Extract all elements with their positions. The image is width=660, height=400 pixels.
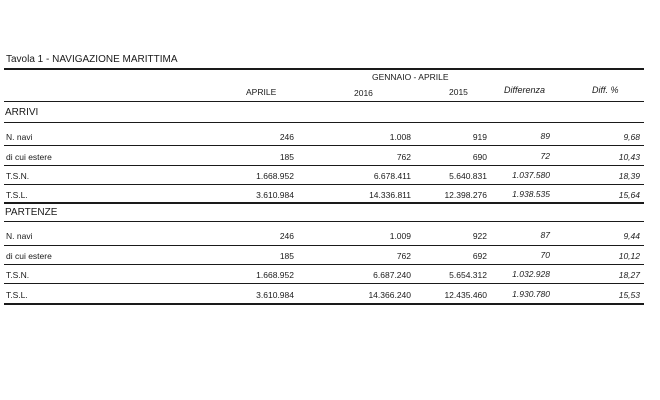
header-diff-pct: Diff. % xyxy=(592,85,619,95)
table-end-rule xyxy=(4,303,644,305)
row-rule xyxy=(4,264,644,265)
section-rule xyxy=(4,122,644,123)
row-rule xyxy=(4,283,644,284)
table-title: Tavola 1 - NAVIGAZIONE MARITTIMA xyxy=(6,54,178,65)
section-end-rule xyxy=(4,202,644,204)
header-differenza: Differenza xyxy=(504,85,546,95)
row-rule xyxy=(4,165,644,166)
header-2016: 2016 xyxy=(354,88,373,98)
header-rule xyxy=(4,101,644,102)
row-rule xyxy=(4,145,644,146)
section-rule xyxy=(4,221,644,222)
section-arrivi: ARRIVI xyxy=(5,107,39,118)
section-partenze: PARTENZE xyxy=(5,207,58,218)
row-rule xyxy=(4,184,644,185)
row-rule xyxy=(4,245,644,246)
title-rule xyxy=(4,68,644,70)
header-aprile: APRILE xyxy=(246,87,277,97)
header-2015: 2015 xyxy=(449,87,468,97)
header-period-group: GENNAIO - APRILE xyxy=(372,72,449,82)
